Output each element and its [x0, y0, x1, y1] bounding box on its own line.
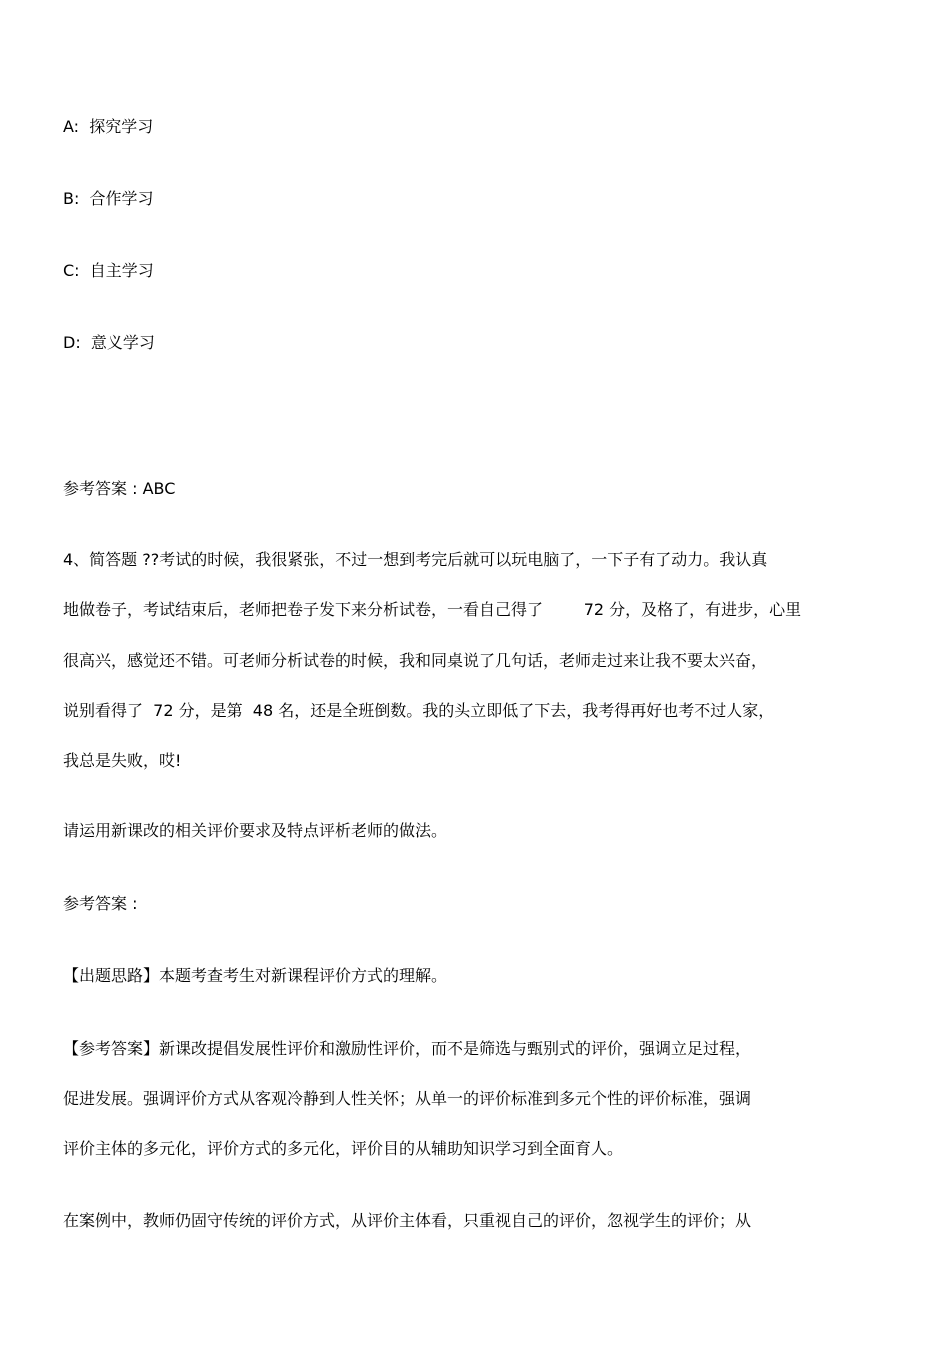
- option-c-label: C:: [63, 261, 80, 280]
- reference-answer-line-1: 【参考答案】新课改提倡发展性评价和激励性评价，而不是筛选与甄别式的评价，强调立足过程，: [63, 1039, 752, 1058]
- question-4-prompt: 请运用新课改的相关评价要求及特点评析老师的做法。: [63, 821, 448, 840]
- option-d-label: D:: [63, 333, 81, 352]
- question-4-line-5: 我总是失败，哎!: [63, 751, 182, 770]
- option-a: [63, 117, 153, 137]
- reference-answer-line-3: 评价主体的多元化，评价方式的多元化，评价目的从辅助知识学习到全面育人。: [63, 1139, 624, 1158]
- answer-3: 参考答案 : ABC: [63, 479, 176, 498]
- option-b: [63, 189, 154, 209]
- case-analysis-line: 在案例中，教师仍固守传统的评价方式，从评价主体看，只重视自己的评价，忽视学生的评价；从: [63, 1211, 752, 1230]
- answer-4-label: 参考答案 :: [63, 894, 138, 913]
- option-c: [63, 261, 154, 281]
- option-d: [63, 333, 155, 353]
- reference-answer-line-2: 促进发展。强调评价方式从客观冷静到人性关怀；从单一的评价标准到多元个性的评价标准，强调: [63, 1089, 752, 1108]
- option-c-text: 自主学习: [89, 261, 154, 280]
- option-b-label: B:: [63, 189, 80, 208]
- option-b-text: 合作学习: [89, 189, 154, 208]
- option-d-text: 意义学习: [90, 333, 155, 352]
- question-4-line-2: 地做卷子，考试结束后，老师把卷子发下来分析试卷，一看自己得了 72 分，及格了，有进步，心里: [63, 600, 802, 619]
- question-4-line-3: 很高兴，感觉还不错。可老师分析试卷的时候，我和同桌说了几句话，老师走过来让我不要太兴奋，: [63, 651, 768, 670]
- question-4-line-1: 4、简答题 ??考试的时候，我很紧张，不过一想到考完后就可以玩电脑了，一下子有了动力。我认真: [63, 550, 768, 569]
- idea-paragraph: 【出题思路】本题考查考生对新课程评价方式的理解。: [63, 966, 448, 985]
- option-a-text: 探究学习: [89, 117, 154, 136]
- option-a-label: A:: [63, 117, 80, 136]
- question-4-line-4: 说别看得了 72 分，是第 48 名，还是全班倒数。我的头立即低了下去，我考得再好也考不过人家，: [63, 701, 775, 720]
